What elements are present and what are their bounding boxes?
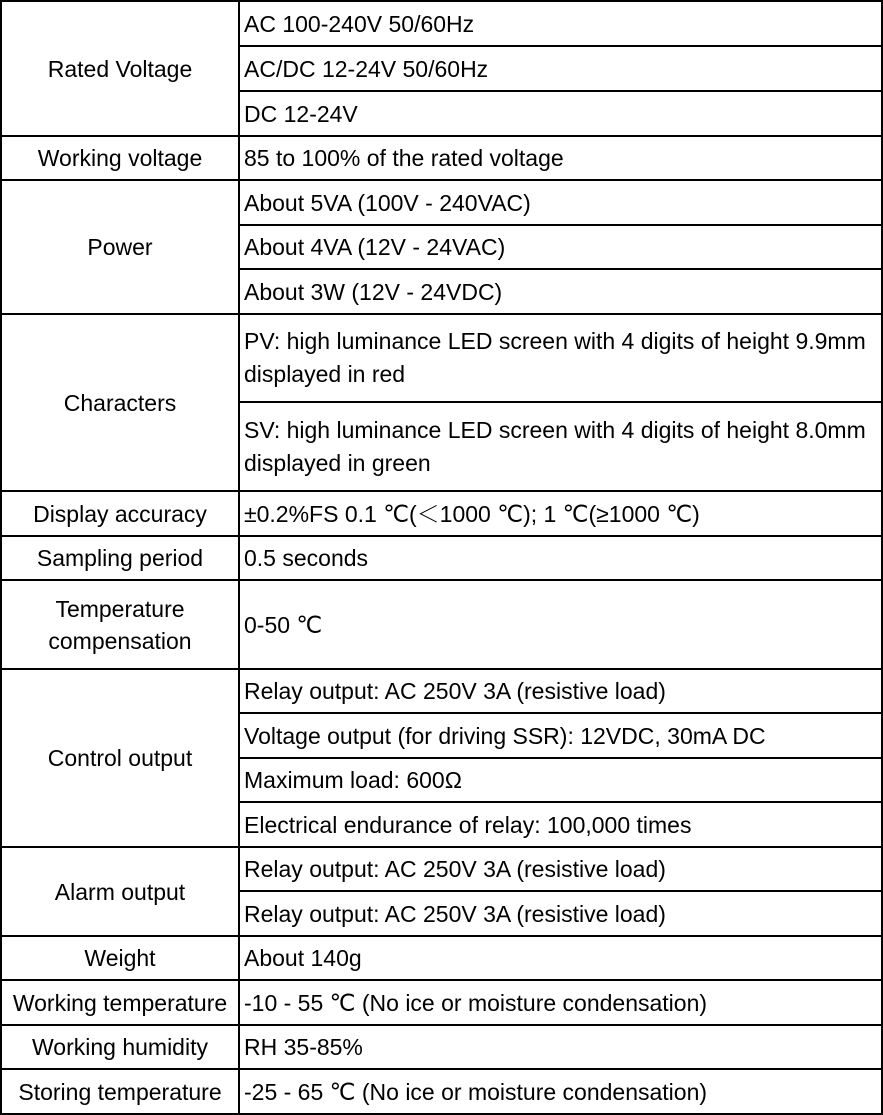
table-row [1,669,882,713]
row-label-characters: Characters [1,314,239,491]
row-label-weight: Weight [1,936,239,980]
table-row [1,491,882,536]
row-value: SV: high luminance LED screen with 4 digits of height 8.0mm displayed in green [239,402,882,491]
row-value: 0-50 ℃ [239,580,882,669]
row-value: AC 100-240V 50/60Hz [239,1,882,46]
row-label-storing-temperature: Storing temperature [1,1069,239,1114]
row-value: About 140g [239,936,882,980]
row-value: Relay output: AC 250V 3A (resistive load) [239,847,882,891]
row-value: ±0.2%FS 0.1 ℃(＜1000 ℃); 1 ℃(≥1000 ℃) [239,491,882,536]
row-label-working-voltage: Working voltage [1,136,239,180]
row-value: Electrical endurance of relay: 100,000 times [239,802,882,847]
row-value: DC 12-24V [239,91,882,136]
row-value: -10 - 55 ℃ (No ice or moisture condensation) [239,980,882,1025]
row-label-rated-voltage: Rated Voltage [1,1,239,136]
table-row [1,580,882,669]
row-label-temperature-compensation: Temperature compensation [1,580,239,669]
row-label-display-accuracy: Display accuracy [1,491,239,536]
table-row [1,1,882,46]
row-value: Relay output: AC 250V 3A (resistive load) [239,669,882,713]
row-value: Voltage output (for driving SSR): 12VDC, 30mA DC [239,713,882,758]
row-value: Maximum load: 600Ω [239,758,882,802]
table-row [1,536,882,580]
row-value: Relay output: AC 250V 3A (resistive load) [239,891,882,936]
row-label-alarm-output: Alarm output [1,847,239,936]
row-value: 85 to 100% of the rated voltage [239,136,882,180]
table-row [1,1025,882,1069]
row-value: 0.5 seconds [239,536,882,580]
row-value: About 3W (12V - 24VDC) [239,269,882,314]
row-value: AC/DC 12-24V 50/60Hz [239,46,882,91]
row-value: -25 - 65 ℃ (No ice or moisture condensation) [239,1069,882,1114]
row-label-control-output: Control output [1,669,239,847]
row-value: About 4VA (12V - 24VAC) [239,225,882,269]
row-value: PV: high luminance LED screen with 4 digits of height 9.9mm displayed in red [239,314,882,402]
row-value: RH 35-85% [239,1025,882,1069]
row-value: About 5VA (100V - 240VAC) [239,180,882,225]
table-row [1,1069,882,1114]
row-label-working-humidity: Working humidity [1,1025,239,1069]
table-row [1,180,882,225]
specification-table-body [1,1,882,1114]
table-row [1,847,882,891]
row-label-sampling-period: Sampling period [1,536,239,580]
table-row [1,936,882,980]
row-label-power: Power [1,180,239,314]
table-row [1,136,882,180]
table-row [1,314,882,402]
table-row [1,980,882,1025]
row-label-working-temperature: Working temperature [1,980,239,1025]
